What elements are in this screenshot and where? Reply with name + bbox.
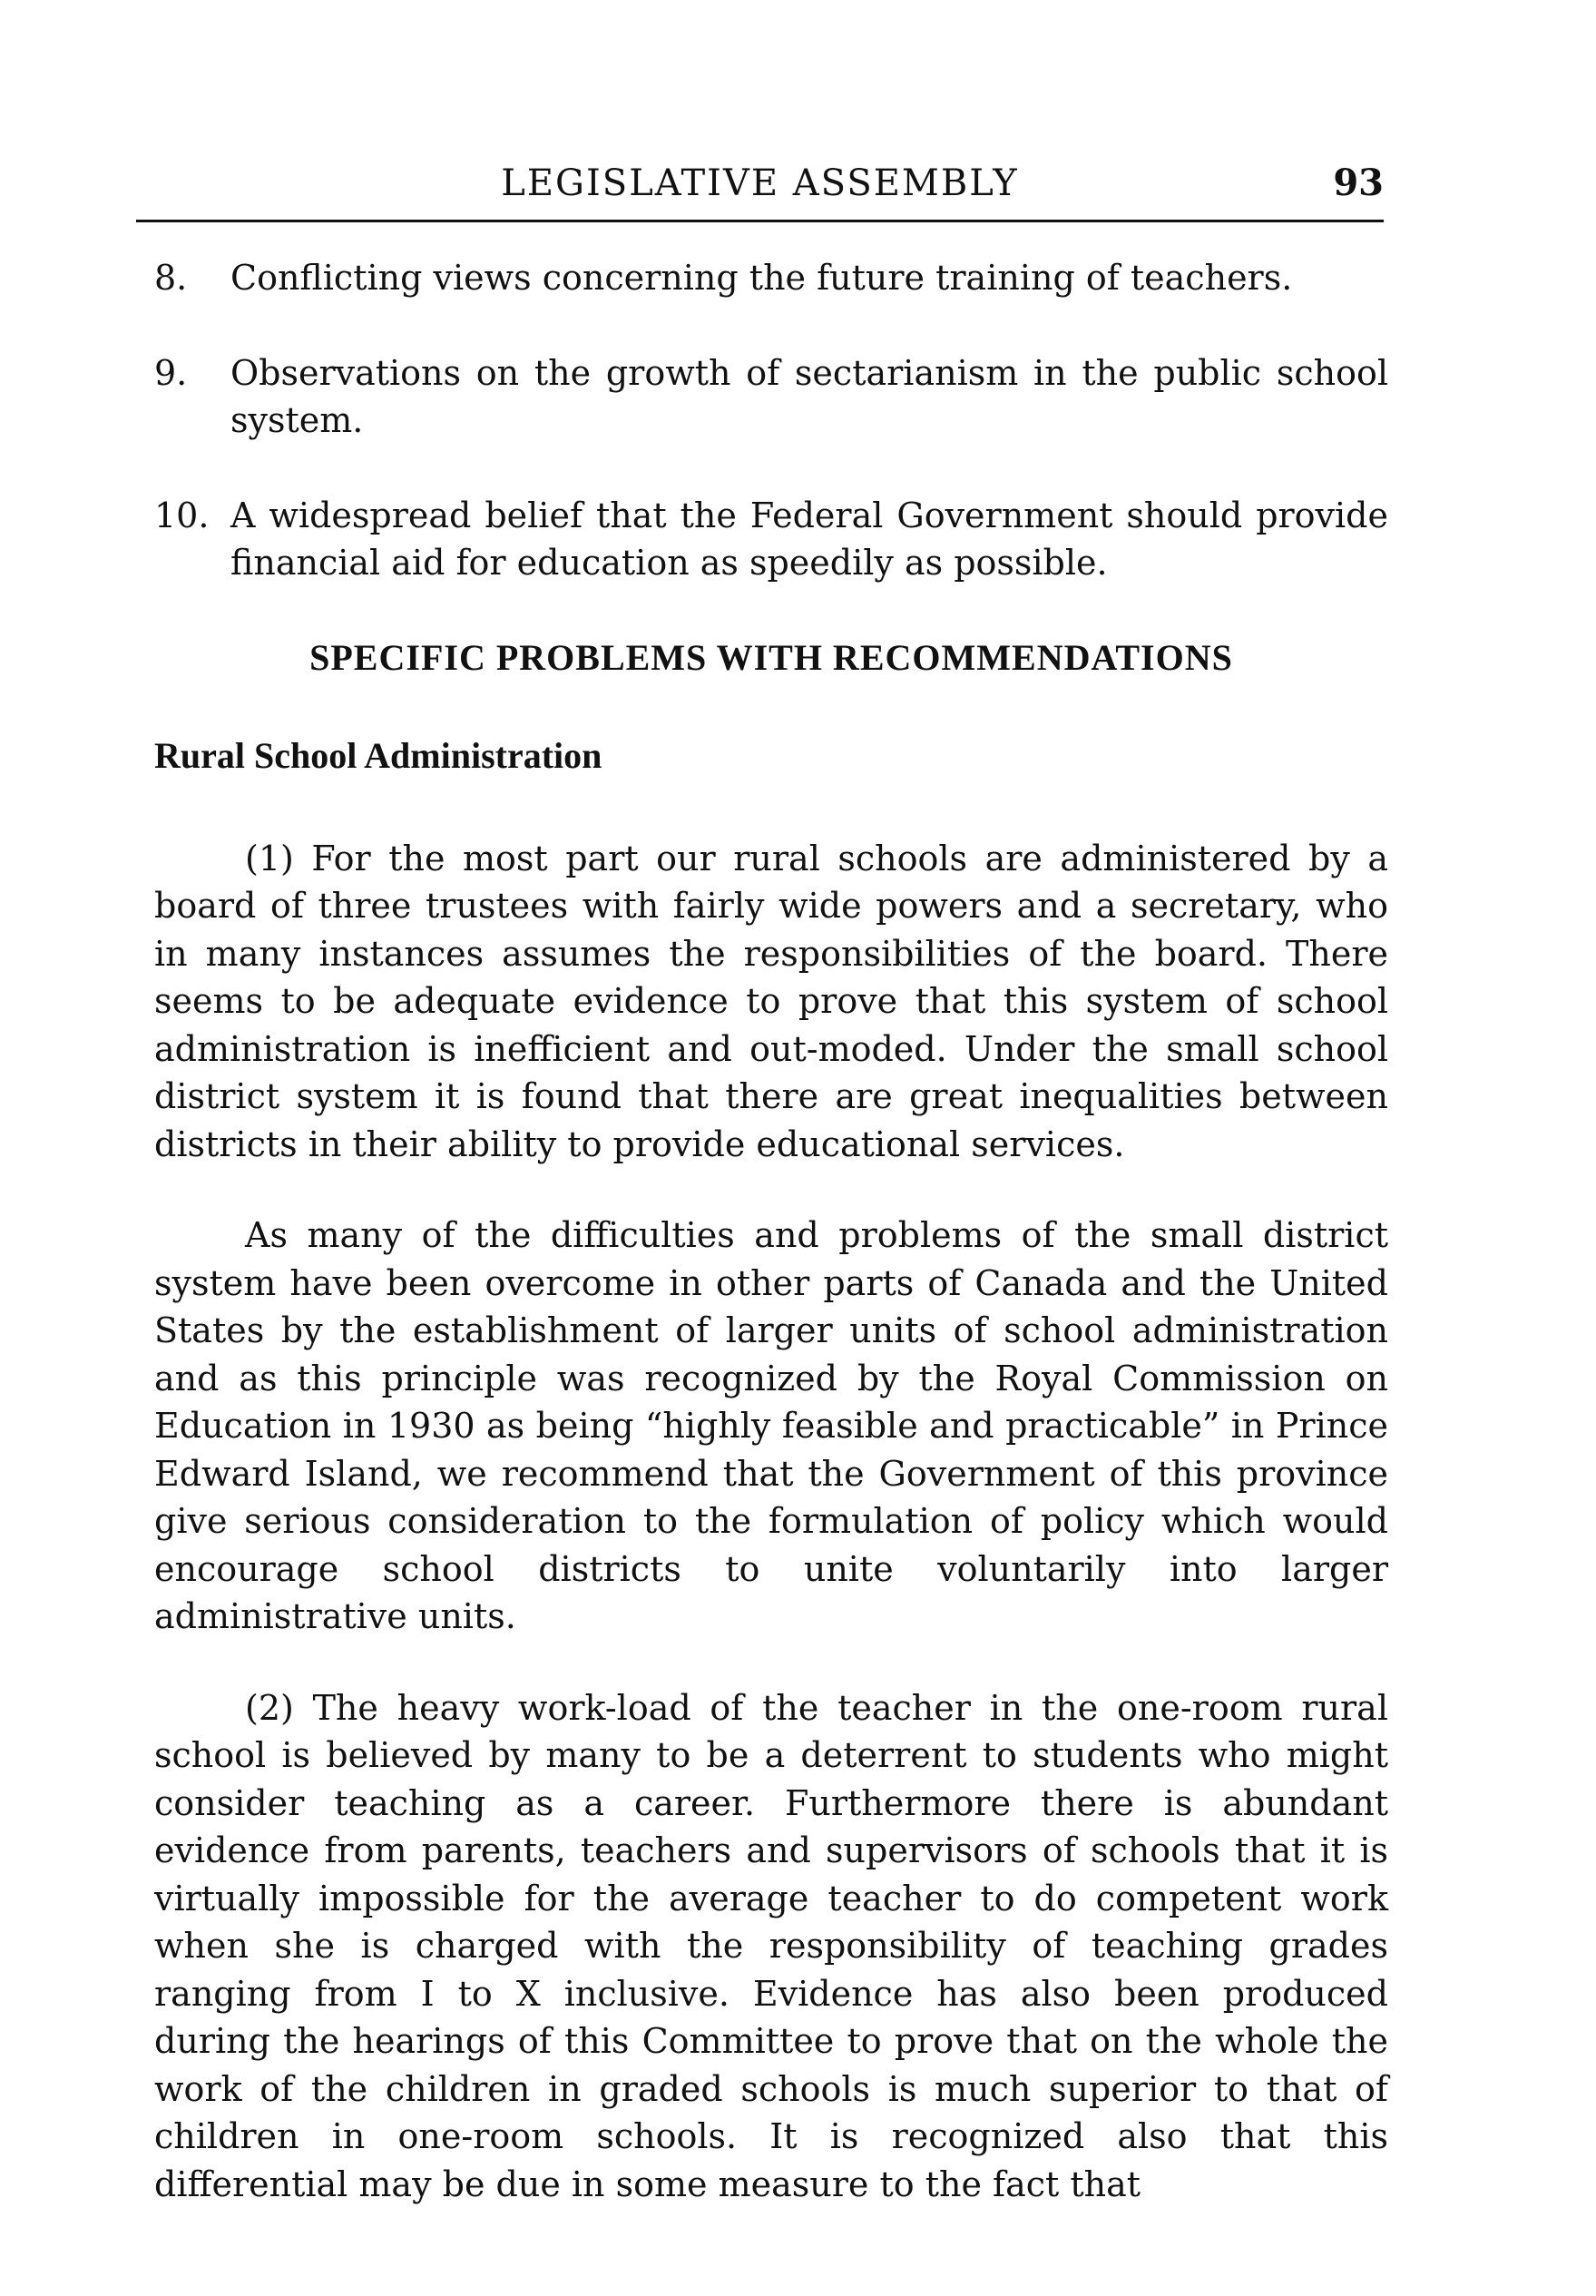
list-item-number: 10. bbox=[154, 495, 210, 535]
list-item-text: Observations on the growth of sectarianism in the public school system. bbox=[230, 352, 1388, 440]
list-item bbox=[154, 254, 1388, 302]
page-body bbox=[154, 254, 1388, 2208]
running-header bbox=[136, 162, 1384, 222]
paragraph: (2) The heavy work-load of the teacher in the one-room rural school is believed by many to be a deterrent to students who might consider teaching as a career. Furthermore there is abundant evidence from parents, teachers and supervisors of schools that it is virtually impossible for the average teacher to do competent work when she is charged with the responsibility of teaching grades ranging from I to X inclusive. Evidence has also been produced during the hearings of this Committee to prove that on the whole the work of the children in graded schools is much superior to that of children in one-room schools. It is recognized also that this differential may be due in some measure to the fact that bbox=[154, 1687, 1388, 2204]
list-item-number: 9. bbox=[154, 352, 188, 393]
list-item bbox=[154, 492, 1388, 587]
list-item bbox=[154, 349, 1388, 445]
paragraph: (1) For the most part our rural schools are administered by a board of three trustees with fairly wide powers and a secretary, who in many instances assumes the responsibilities of the board. There seems to be adequate evidence to prove that this system of school administration is inefficient and out-moded. Under the small school district system it is found that there are great inequalities between districts in their ability to provide educational services. bbox=[154, 838, 1388, 1164]
list-item-text: Conflicting views concerning the future training of teachers. bbox=[230, 258, 1293, 298]
section-title: SPECIFIC PROBLEMS WITH RECOMMENDATIONS bbox=[309, 636, 1233, 678]
page-number: 93 bbox=[1333, 162, 1384, 204]
list-item-text: A widespread belief that the Federal Government should provide financial aid for education as speedily as possible. bbox=[230, 495, 1388, 583]
paragraph: As many of the difficulties and problems of the small district system have been overcome in other parts of Canada and the United States by the establishment of larger units of school administration and as this principle was recognized by the Royal Commission on Education in 1930 as being “highly feasible and practicable” in Prince Edward Island, we recommend that the Government of this province give serious consideration to the formulation of policy which would encourage school districts to unite voluntarily into larger administrative units. bbox=[154, 1215, 1388, 1636]
subheading: Rural School Administration bbox=[154, 735, 602, 776]
header-title: LEGISLATIVE ASSEMBLY bbox=[501, 162, 1019, 204]
list-item-number: 8. bbox=[154, 258, 188, 298]
